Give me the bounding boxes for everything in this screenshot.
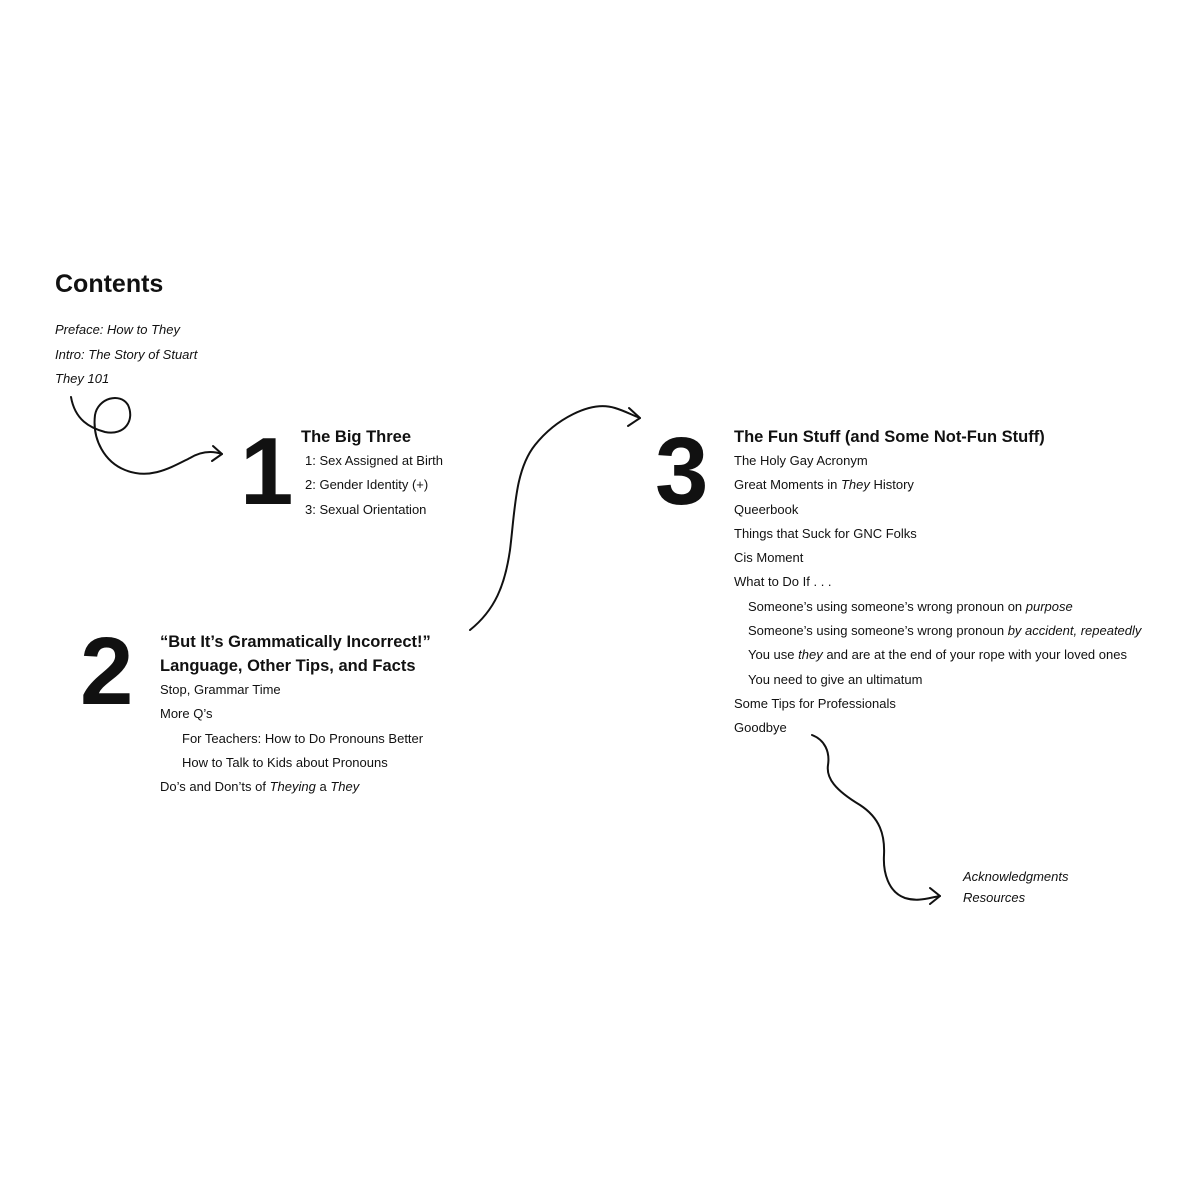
chapter-2-number: 2 — [80, 618, 132, 725]
chapter-3-item[interactable]: Cis Moment — [734, 550, 804, 566]
chapter-2-title-line2: Language, Other Tips, and Facts — [160, 657, 416, 675]
front-item-intro[interactable]: Intro: The Story of Stuart — [55, 346, 198, 362]
back-item-acknowledgments[interactable]: Acknowledgments — [963, 869, 1069, 884]
arrow-goodbye — [812, 735, 940, 900]
chapter-3-subitem[interactable]: You need to give an ultimatum — [748, 671, 923, 687]
chapter-2-title-line1: “But It’s Grammatically Incorrect!” — [160, 633, 431, 651]
chapter-3-title[interactable]: The Fun Stuff (and Some Not-Fun Stuff) — [734, 428, 1045, 446]
chapter-2-subitem[interactable]: How to Talk to Kids about Pronouns — [182, 754, 388, 770]
chapter-3-number: 3 — [655, 418, 707, 525]
chapter-3-block — [734, 425, 1141, 741]
chapter-1-block — [301, 425, 443, 522]
chapter-3-subitem[interactable]: Someone’s using someone’s wrong pronoun on purpose — [748, 598, 1073, 614]
arrowhead-1 — [212, 446, 222, 461]
chapter-3-item[interactable]: Goodbye — [734, 720, 787, 736]
chapter-2-subitem[interactable]: For Teachers: How to Do Pronouns Better — [182, 730, 424, 746]
chapter-2-item[interactable]: Do’s and Don’ts of Theying a They — [160, 779, 360, 795]
chapter-2-item[interactable]: Stop, Grammar Time — [160, 682, 281, 697]
chapter-1-item[interactable]: 1: Sex Assigned at Birth — [305, 453, 444, 468]
arrowhead-2 — [628, 408, 640, 426]
chapter-3-item[interactable]: Some Tips for Professionals — [734, 695, 896, 711]
front-item-preface[interactable]: Preface: How to They — [55, 322, 181, 337]
back-item-resources[interactable]: Resources — [963, 890, 1026, 905]
chapter-2-title[interactable] — [160, 630, 431, 678]
arrow-2-to-3 — [470, 406, 640, 630]
arrowhead-3 — [930, 888, 940, 904]
chapter-1-item[interactable]: 2: Gender Identity (+) — [305, 477, 429, 493]
chapter-3-item[interactable]: What to Do If . . . — [734, 574, 832, 590]
loop-arrow-1 — [71, 397, 222, 474]
chapter-3-item[interactable]: Queerbook — [734, 501, 799, 517]
chapter-1-item[interactable]: 3: Sexual Orientation — [305, 501, 427, 517]
front-item-they101[interactable]: They 101 — [55, 371, 110, 386]
chapter-3-subitem[interactable]: You use they and are at the end of your rope with your loved ones — [748, 647, 1127, 663]
chapter-2-item[interactable]: More Q’s — [160, 706, 213, 722]
chapter-2-block — [160, 630, 431, 799]
front-matter-list — [55, 318, 197, 392]
chapter-1-number: 1 — [240, 418, 292, 525]
chapter-3-item[interactable]: The Holy Gay Acronym — [734, 453, 868, 468]
chapter-3-item[interactable]: Things that Suck for GNC Folks — [734, 525, 917, 541]
chapter-3-subitem[interactable]: Someone’s using someone’s wrong pronoun by accident, repeatedly — [748, 623, 1142, 639]
chapter-3-item[interactable]: Great Moments in They History — [734, 477, 914, 493]
back-matter-list — [963, 866, 1069, 908]
chapter-1-title[interactable]: The Big Three — [301, 428, 412, 446]
contents-heading: Contents — [55, 270, 164, 298]
